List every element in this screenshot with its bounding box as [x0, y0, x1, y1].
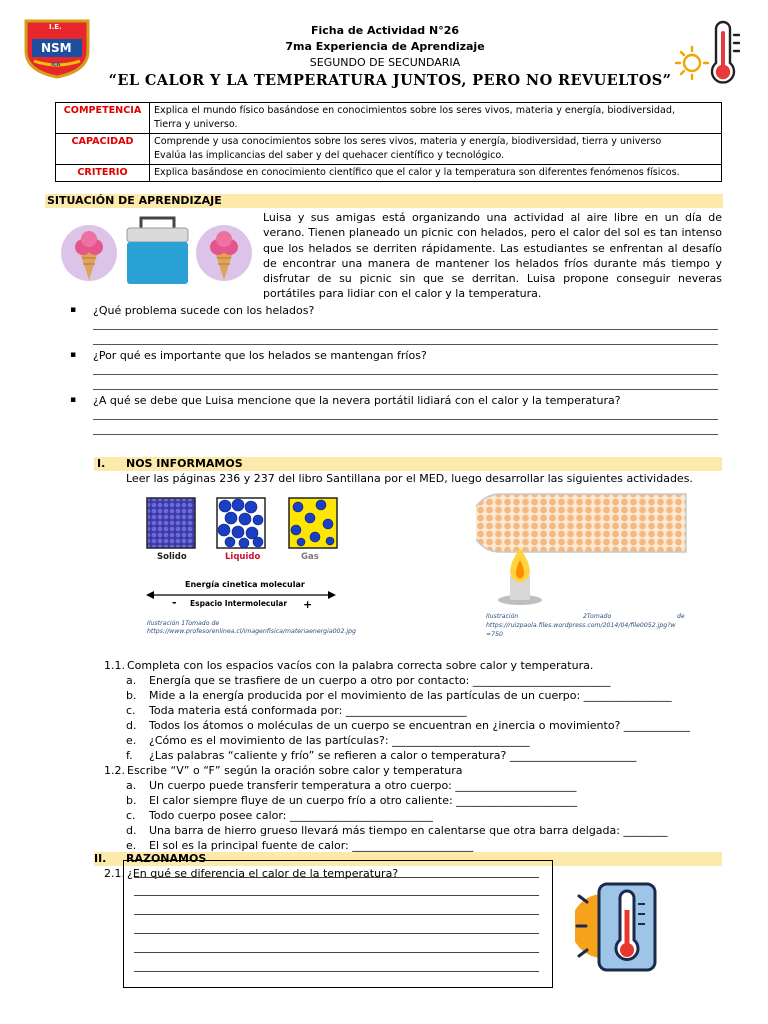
bullet-icon: ▪ [70, 350, 77, 360]
question-1: ¿Qué problema sucede con los helados? [93, 304, 315, 317]
item-letter: c. [126, 809, 136, 822]
page-title: “EL CALOR Y LA TEMPERATURA JUNTOS, PERO NO REVUELTOS” [108, 72, 672, 89]
competency-table [55, 102, 722, 182]
ice-cream-icon [195, 222, 253, 284]
plus-sign: + [303, 598, 313, 611]
question-2: ¿Por qué es importante que los helados se mantengan fríos? [93, 349, 427, 362]
bullet-icon: ▪ [70, 305, 77, 315]
item-text: Una barra de hierro grueso llevará más tiempo en calentarse que otra barra delgada: ________ [149, 824, 668, 837]
item-letter: c. [126, 704, 136, 717]
figure-2-caption-a: Ilustración [486, 613, 519, 620]
section-2-number: II. [94, 852, 107, 865]
figure-2-caption-d: https://ruizpaola.files.wordpress.com/2014/04/file0052.jpg?w [486, 622, 676, 629]
item-text: ¿Las palabras “caliente y frío” se refieren a calor o temperatura? _______________________ [149, 749, 637, 762]
item-text: Todo cuerpo posee calor: __________________________ [149, 809, 433, 822]
question-number: 2.1. [104, 867, 125, 880]
situation-paragraph: Luisa y sus amigas está organizando una actividad al aire libre en un día de verano. Tienen planeado un picnic con helados, pero el calor del sol es tan intenso que los helados se derriten rápidamente. Las estudiantes se enfrentan al desafío de encontrar una manera de mantener los helados fríos durante más tiempo y disfrutar de su picnic sin que se derritan. Luisa propone conseguir neveras portátiles para lidiar con el calor y la temperatura. [263, 211, 722, 301]
ice-cream-icon [60, 222, 118, 284]
answer-line[interactable] [134, 914, 539, 915]
answer-line[interactable] [134, 877, 539, 878]
answer-line[interactable] [93, 389, 718, 390]
answer-line[interactable] [93, 329, 718, 330]
item-text: Toda materia está conformada por: ______________________ [149, 704, 467, 717]
row-key: CRITERIO [56, 165, 150, 182]
answer-line[interactable] [93, 434, 718, 435]
item-letter: e. [126, 839, 137, 852]
space-label: Espacio Intermolecular [190, 599, 288, 608]
item-letter: f. [126, 749, 133, 762]
answer-line[interactable] [134, 895, 539, 896]
question-text: Escribe “V” o “F” según la oración sobre calor y temperatura [127, 764, 463, 777]
figure-2-caption-e: =750 [486, 631, 503, 638]
row-text: Comprende y usa conocimientos sobre los seres vivos, materia y energía, biodiversidad, tierra y universo [154, 136, 662, 147]
table-row [56, 103, 722, 134]
table-row [56, 165, 722, 182]
figure-2-caption-c: de [677, 613, 685, 620]
item-letter: e. [126, 734, 137, 747]
section-1-intro: Leer las páginas 236 y 237 del libro Santillana por el MED, luego desarrollar las siguientes actividades. [126, 472, 693, 485]
answer-line[interactable] [93, 344, 718, 345]
bullet-icon: ▪ [70, 395, 77, 405]
table-row [56, 134, 722, 165]
state-label-solid: Solido [157, 552, 187, 562]
answer-box[interactable] [123, 860, 553, 988]
item-letter: d. [126, 824, 137, 837]
energy-label: Energía cinetica molecular [185, 580, 305, 589]
figure-2-caption-b: 2Tomado [583, 613, 612, 620]
item-text: Mide a la energía producida por el movimiento de las partículas de un cuerpo: ________________ [149, 689, 672, 702]
logo-main-text: NSM [41, 41, 72, 55]
row-key: COMPETENCIA [56, 103, 150, 134]
question-text: Completa con los espacios vacíos con la palabra correcta sobre calor y temperatura. [127, 659, 594, 672]
row-value [150, 103, 722, 134]
row-text: Tierra y universo. [154, 119, 238, 130]
item-letter: d. [126, 719, 137, 732]
item-text: Todos los átomos o moléculas de un cuerpo se encuentran en ¿inercia o movimiento? ____________ [149, 719, 690, 732]
thermometer-sun-icon [575, 880, 660, 975]
row-value [150, 165, 722, 182]
question-number: 1.1. [104, 659, 125, 672]
grade-line: SEGUNDO DE SECUNDARIA [309, 56, 461, 69]
item-text: Energía que se trasfiere de un cuerpo a otro por contacto: _________________________ [149, 674, 611, 687]
question-number: 1.2. [104, 764, 125, 777]
question-3: ¿A qué se debe que Luisa mencione que la nevera portátil lidiará con el calor y la temperatura? [93, 394, 621, 407]
answer-line[interactable] [93, 419, 718, 420]
answer-line[interactable] [134, 933, 539, 934]
thermometer-sun-icon [672, 17, 747, 95]
row-value [150, 134, 722, 165]
section-1-title: NOS INFORMAMOS [126, 457, 243, 470]
item-text: El calor siempre fluye de un cuerpo frío a otro caliente: ______________________ [149, 794, 578, 807]
row-text: Evalúa las implicancias del saber y del quehacer científico y tecnológico. [154, 150, 505, 161]
logo-bottom-text: ICA [51, 62, 61, 68]
experience-line: 7ma Experiencia de Aprendizaje [285, 40, 485, 53]
row-text: Explica el mundo físico basándose en conocimientos sobre los seres vivos, materia y energía, biodiversidad, [154, 105, 675, 116]
logo-top-text: I.E. [49, 23, 62, 31]
activity-number: Ficha de Actividad N°26 [310, 24, 460, 37]
item-text: El sol es la principal fuente de calor: ______________________ [149, 839, 474, 852]
item-letter: a. [126, 779, 137, 792]
section-2-title: RAZONAMOS [126, 852, 207, 865]
school-logo [22, 17, 92, 79]
question-text: ¿En qué se diferencia el calor de la temperatura? [127, 867, 399, 880]
answer-line[interactable] [134, 952, 539, 953]
minus-sign: - [172, 596, 177, 609]
cooler-icon [125, 214, 190, 286]
row-key: CAPACIDAD [56, 134, 150, 165]
item-letter: b. [126, 794, 137, 807]
heated-particles-figure [476, 490, 688, 608]
item-text: ¿Cómo es el movimiento de las partículas?: _________________________ [149, 734, 530, 747]
figure-1-caption: Ilustración 1Tomado de https://www.profesorenlinea.cl/imagenfisica/materiaenergia002.jpg [147, 620, 356, 635]
item-letter: a. [126, 674, 137, 687]
row-text: Explica basándose en conocimiento científico que el calor y la temperatura son diferentes fenómenos físicos. [154, 167, 680, 178]
item-letter: b. [126, 689, 137, 702]
state-label-gas: Gas [301, 552, 319, 562]
section-1-number: I. [97, 457, 106, 470]
state-label-liquid: Liquido [225, 552, 261, 562]
answer-line[interactable] [93, 374, 718, 375]
item-text: Un cuerpo puede transferir temperatura a otro cuerpo: ______________________ [149, 779, 577, 792]
situation-heading: SITUACIÓN DE APRENDIZAJE [47, 194, 222, 207]
answer-line[interactable] [134, 971, 539, 972]
